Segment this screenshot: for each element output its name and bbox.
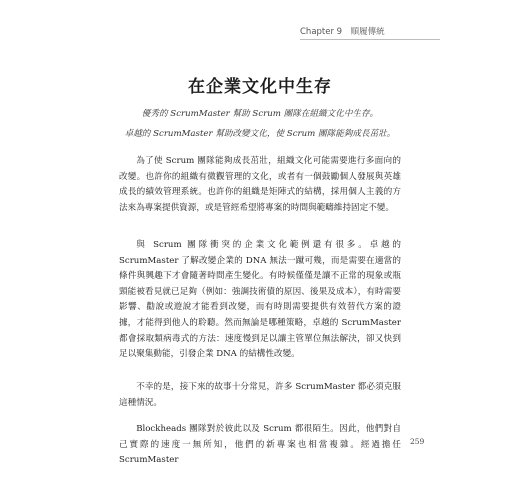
epigraph-line-2: 卓越的 ScrumMaster 幫助改變文化，使 Scrum 團隊能夠成長茁壯。 <box>124 129 396 139</box>
body-paragraph-1: 為了使 Scrum 團隊能夠成長茁壯，組織文化可能需要進行多面向的改變。也許你的組織有微觀管理的文化，或者有一個鼓勵個人發展與英雄成長的績效管理系統。也許你的組織是矩陣式的結構，採用個人主義的方法來為專案提供資源，或是管經希望將專案的時間與範疇維持固定不變。 <box>119 156 401 213</box>
running-header <box>300 22 440 42</box>
header-rule <box>300 39 440 40</box>
body-paragraph-3: 不幸的是，接下來的故事十分常見，許多 ScrumMaster 都必須克服這種情況。 <box>119 382 401 408</box>
body-paragraph-2: 與 Scrum 團隊衝突的企業文化範例還有很多。卓越的 ScrumMaster 了解改變企業的 DNA 無法一蹴可幾，而是需要在適當的條件與興趣下才會隨著時間產生變化。有時候僅僅是讓不正常的現象或瓶頸能被看見就已足夠（例如：強調技術債的原因、後果及成本），有時需要影響、勸說或遊說才能看到改變，而有時則需要提供有效替代方案的證據，才能得到他人的聆聽。然而無論是哪種策略，卓越的 ScrumMaster 都會採取類病毒式的方法：速度慢到足以讓主管單位無法解決，卻又快到足以聚集動能，引發企業 DNA 的結構性改變。 <box>119 240 401 360</box>
page-number: 259 <box>410 437 425 446</box>
body-paragraph-4: Blockheads 團隊對於彼此以及 Scrum 都很陌生。因此，他們對自己實際的速度一無所知，他們的新專案也相當複雜。經過擔任 ScrumMaster <box>119 424 401 466</box>
section-title: 在企業文化中生存 <box>188 77 332 97</box>
chapter-label: Chapter 9 順履傳統 <box>300 27 385 37</box>
epigraph-line-1: 優秀的 ScrumMaster 幫助 Scrum 團隊在組織文化中生存。 <box>141 109 379 119</box>
